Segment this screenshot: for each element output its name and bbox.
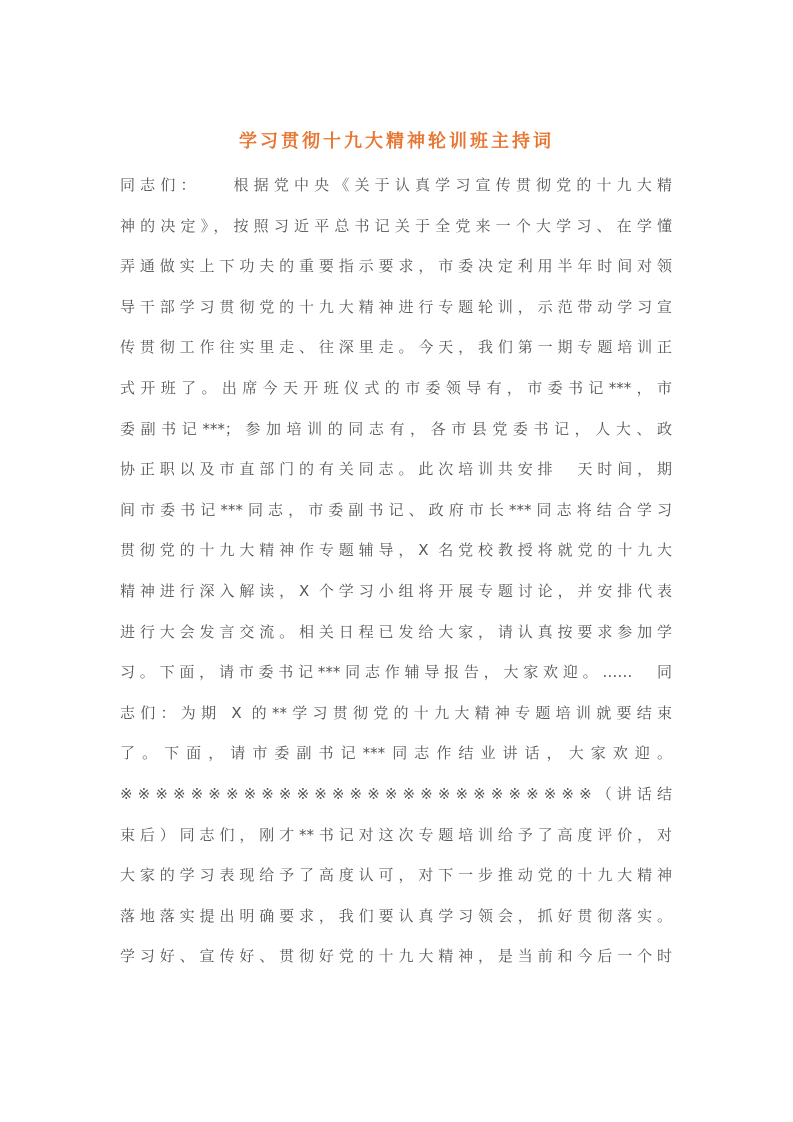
body-line: 委副书记***；参加培训的同志有，各市县党委书记，人大、政 <box>120 419 672 438</box>
body-line: 传贯彻工作往实里走、往深里走。今天，我们第一期专题培训正 <box>120 338 672 357</box>
body-line: 学习好、宣传好、贯彻好党的十九大精神，是当前和今后一个时 <box>120 947 672 966</box>
body-line: 弄通做实上下功夫的重要指示要求，市委决定利用半年时间对领 <box>120 257 672 276</box>
body-line: 落地落实提出明确要求，我们要认真学习领会，抓好贯彻落实。 <box>120 906 672 925</box>
body-line: 同志们： 根据党中央《关于认真学习宣传贯彻党的十九大精 <box>120 176 672 194</box>
body-line: 精神进行深入解读，X 个学习小组将开展专题讨论，并安排代表 <box>120 581 672 600</box>
body-line: 贯彻党的十九大精神作专题辅导，X 名党校教授将就党的十九大 <box>120 541 672 560</box>
body-line: 大家的学习表现给予了高度认可，对下一步推动党的十九大精神 <box>120 866 672 885</box>
body-line: 式开班了。出席今天开班仪式的市委领导有，市委书记***，市 <box>120 378 672 397</box>
body-line: ※※※※※※※※※※※※※※※※※※※※※※※※※※※（讲话结 <box>120 784 672 803</box>
document-body <box>120 171 672 983</box>
body-line: 进行大会发言交流。相关日程已发给大家，请认真按要求参加学 <box>120 622 672 641</box>
body-line: 导干部学习贯彻党的十九大精神进行专题轮训，示范带动学习宣 <box>120 297 672 316</box>
document-title: 学习贯彻十九大精神轮训班主持词 <box>239 131 554 152</box>
body-line: 协正职以及市直部门的有关同志。此次培训共安排 天时间，期 <box>120 460 672 479</box>
body-line: 了。下面，请市委副书记***同志作结业讲话，大家欢迎。 <box>120 744 672 763</box>
body-line: 志们：为期 X 的**学习贯彻党的十九大精神专题培训就要结束 <box>120 703 672 722</box>
body-line: 束后）同志们，刚才**书记对这次专题培训给予了高度评价，对 <box>120 825 672 844</box>
body-line: 神的决定》，按照习近平总书记关于全党来一个大学习、在学懂 <box>120 216 672 235</box>
body-line: 习。下面，请市委书记***同志作辅导报告，大家欢迎。…… 同 <box>120 663 672 682</box>
body-line: 间市委书记***同志，市委副书记、政府市长***同志将结合学习 <box>120 500 672 519</box>
